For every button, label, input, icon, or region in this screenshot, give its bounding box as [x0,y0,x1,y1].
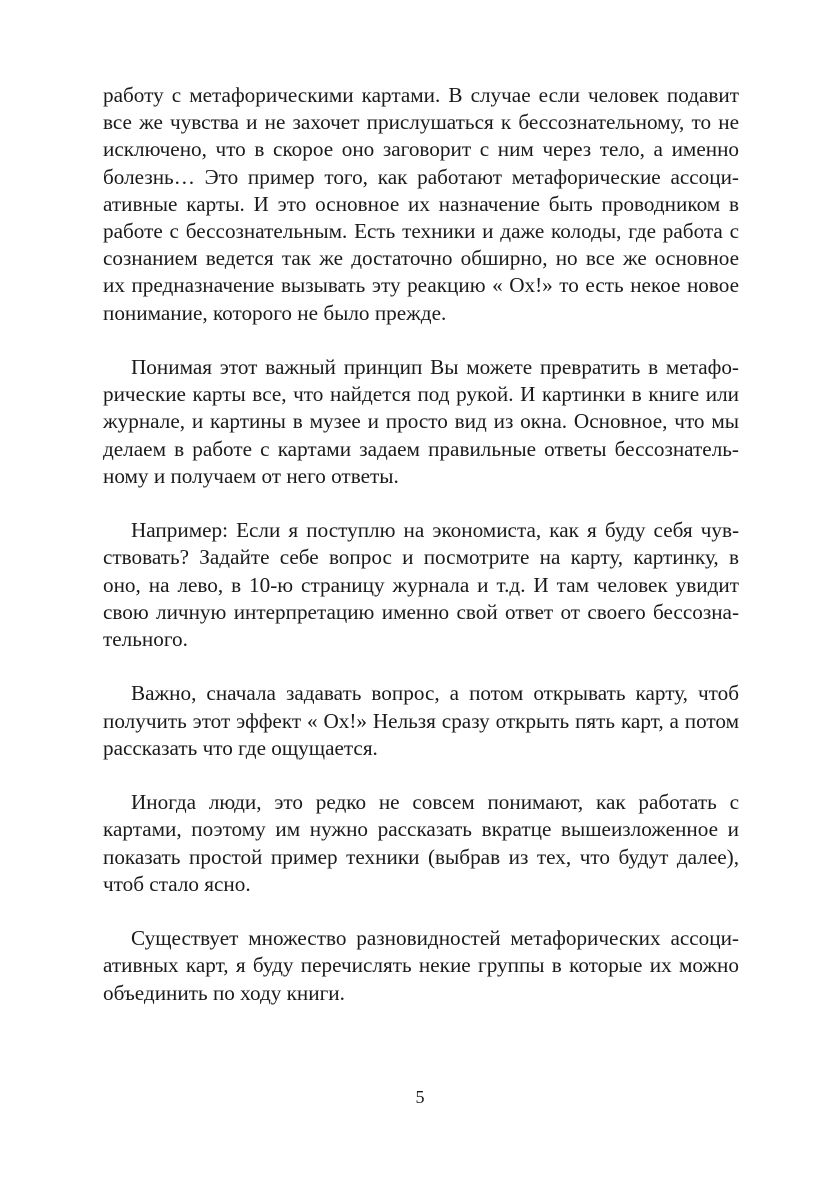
text-line: делаем в работе с картами задаем правильные ответы бессознатель- [103,436,739,461]
text-line: болезнь… Это пример того, как работают метафорические ассоци- [103,164,739,189]
paragraph-gap [103,327,739,354]
text-line: сознанием ведется так же достаточно обширно, но все же основное [103,246,739,271]
paragraph-2 [103,354,739,490]
text-line: получить этот эффект « Ох!» Нельзя сразу открыть пять карт, а потом [103,708,739,733]
text-line: Важно, сначала задавать вопрос, а потом открывать карту, чтоб [131,681,739,706]
text-line: работе с бессознательным. Есть техники и даже колоды, где работа с [103,219,739,244]
paragraph-6 [103,925,739,1007]
text-line: свою личную интерпретацию именно свой ответ от своего бессозна- [103,599,739,624]
paragraph-gap [103,762,739,789]
body-text [103,82,739,1007]
text-line: показать простой пример техники (выбрав из тех, что будут далее), [103,844,739,869]
paragraph-1 [103,82,739,327]
text-line: Понимая этот важный принцип Вы можете превратить в метафо- [131,355,739,380]
text-line: все же чувства и не захочет прислушаться к бессознательному, то не [103,110,739,135]
text-line: Существует множество разновидностей метафорических ассоци- [131,926,739,951]
text-line: ативных карт, я буду перечислять некие группы в которые их можно [103,953,739,978]
text-line: оно, на лево, в 10-ю страницу журнала и т.д. И там человек увидит [103,572,739,597]
text-line: Иногда люди, это редко не совсем понимают, как работать с [131,790,739,815]
paragraph-gap [103,898,739,925]
text-line: исключено, что в скорое оно заговорит с ним через тело, а именно [103,137,739,162]
text-line: журнале, и картины в музее и просто вид из окна. Основное, что мы [103,409,739,434]
text-line: понимание, которого не было прежде. [103,300,447,325]
text-line: работу с метафорическими картами. В случае если человек подавит [103,83,739,107]
text-line: тельного. [103,627,188,652]
text-line: рассказать что где ощущается. [103,735,378,760]
text-line: их предназначение вызывать эту реакцию « Ох!» то есть некое новое [103,273,739,298]
text-line: чтоб стало ясно. [103,871,251,896]
text-line: картами, поэтому им нужно рассказать вкратце вышеизложенное и [103,817,739,842]
paragraph-gap [103,490,739,517]
paragraph-3 [103,517,739,653]
paragraph-gap [103,653,739,680]
text-line: Например: Если я поступлю на экономиста, как я буду себя чув- [131,518,739,543]
text-line: объединить по ходу книги. [103,980,345,1005]
text-line: ствовать? Задайте себе вопрос и посмотрите на карту, картинку, в [103,545,739,570]
paragraph-5 [103,789,739,898]
text-line: ативные карты. И это основное их назначение быть проводником в [103,191,739,216]
text-line: рические карты все, что найдется под рукой. И картинки в книге или [103,382,739,407]
page-number: 5 [415,1087,425,1107]
paragraph-4 [103,680,739,762]
text-line: ному и получаем от него ответы. [103,463,399,488]
